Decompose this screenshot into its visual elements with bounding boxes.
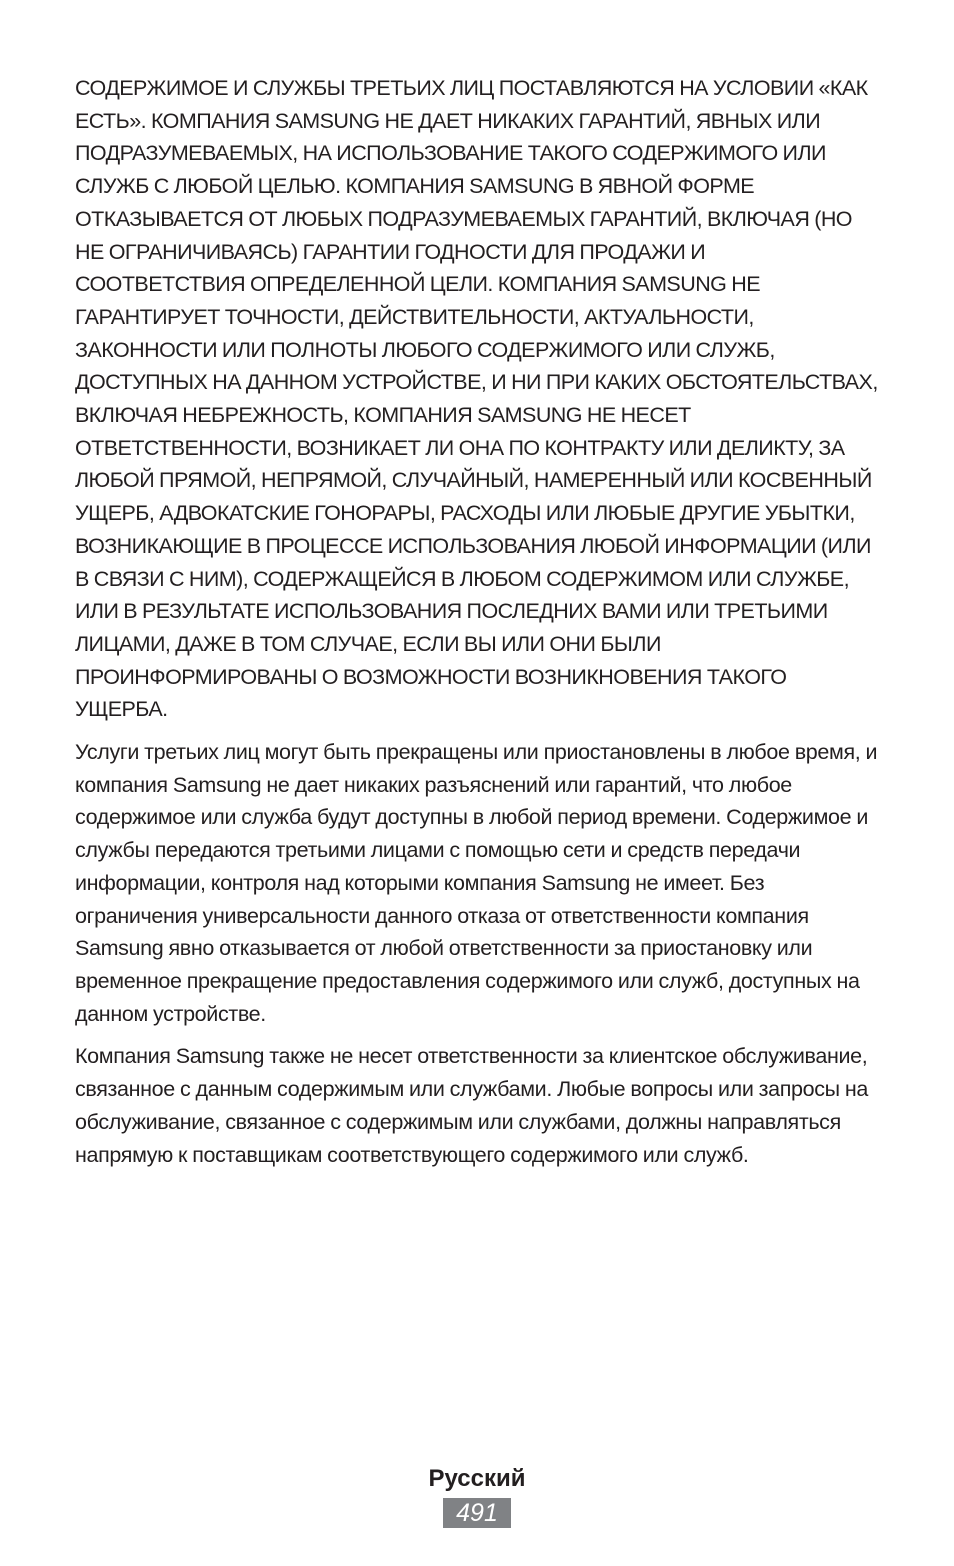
page-footer	[0, 1462, 954, 1528]
footer-language-label: Русский	[428, 1465, 526, 1492]
page-number-badge: 491	[443, 1498, 511, 1528]
disclaimer-paragraph-availability: Услуги третьих лиц могут быть прекращены или приостановлены в любое время, и компания Samsung не дает никаких разъяснений или гарантий, что любое содержимое или служба будут доступны в любой период времени. Содержимое и службы передаются третьими лицами с помощью сети и средств передачи информации, контроля над которыми компания Samsung не имеет. Без ограничения универсальности данного отказа от ответственности компания Samsung явно отказывается от любой ответственности за приостановку или временное прекращение предоставления содержимого или служб, доступных на данном устройстве.	[75, 740, 878, 1026]
disclaimer-paragraph-caps: СОДЕРЖИМОЕ И СЛУЖБЫ ТРЕТЬИХ ЛИЦ ПОСТАВЛЯЮТСЯ НА УСЛОВИИ «КАК ЕСТЬ». КОМПАНИЯ SAMSUNG НЕ ДАЕТ НИКАКИХ ГАРАНТИЙ, ЯВНЫХ ИЛИ ПОДРАЗУМЕВАЕМЫХ, НА ИСПОЛЬЗОВАНИЕ ТАКОГО СОДЕРЖИМОГО ИЛИ СЛУЖБ С ЛЮБОЙ ЦЕЛЬЮ. КОМПАНИЯ SAMSUNG В ЯВНОЙ ФОРМЕ ОТКАЗЫВАЕТСЯ ОТ ЛЮБЫХ ПОДРАЗУМЕВАЕМЫХ ГАРАНТИЙ, ВКЛЮЧАЯ (НО НЕ ОГРАНИЧИВАЯСЬ) ГАРАНТИИ ГОДНОСТИ ДЛЯ ПРОДАЖИ И СООТВЕТСТВИЯ ОПРЕДЕЛЕННОЙ ЦЕЛИ. КОМПАНИЯ SAMSUNG НЕ ГАРАНТИРУЕТ ТОЧНОСТИ, ДЕЙСТВИТЕЛЬНОСТИ, АКТУАЛЬНОСТИ, ЗАКОННОСТИ ИЛИ ПОЛНОТЫ ЛЮБОГО СОДЕРЖИМОГО ИЛИ СЛУЖБ, ДОСТУПНЫХ НА ДАННОМ УСТРОЙСТВЕ, И НИ ПРИ КАКИХ ОБСТОЯТЕЛЬСТВАХ, ВКЛЮЧАЯ НЕБРЕЖНОСТЬ, КОМПАНИЯ SAMSUNG НЕ НЕСЕТ ОТВЕТСТВЕННОСТИ, ВОЗНИКАЕТ ЛИ ОНА ПО КОНТРАКТУ ИЛИ ДЕЛИКТУ, ЗА ЛЮБОЙ ПРЯМОЙ, НЕПРЯМОЙ, СЛУЧАЙНЫЙ, НАМЕРЕННЫЙ ИЛИ КОСВЕННЫЙ УЩЕРБ, АДВОКАТСКИЕ ГОНОРАРЫ, РАСХОДЫ ИЛИ ЛЮБЫЕ ДРУГИЕ УБЫТКИ, ВОЗНИКАЮЩИЕ В ПРОЦЕССЕ ИСПОЛЬЗОВАНИЯ ЛЮБОЙ ИНФОРМАЦИИ (ИЛИ В СВЯЗИ С НИМ), СОДЕРЖАЩЕЙСЯ В ЛЮБОМ СОДЕРЖИМОМ ИЛИ СЛУЖБЕ, ИЛИ В РЕЗУЛЬТАТЕ ИСПОЛЬЗОВАНИЯ ПОСЛЕДНИХ ВАМИ ИЛИ ТРЕТЬИМИ ЛИЦАМИ, ДАЖЕ В ТОМ СЛУЧАЕ, ЕСЛИ ВЫ ИЛИ ОНИ БЫЛИ ПРОИНФОРМИРОВАНЫ О ВОЗМОЖНОСТИ ВОЗНИКНОВЕНИЯ ТАКОГО УЩЕРБА.	[75, 76, 878, 722]
disclaimer-paragraph-support: Компания Samsung также не несет ответственности за клиентское обслуживание, связанное с данным содержимым или службами. Любые вопросы или запросы на обслуживание, связанное с содержимым или службами, должны направляться напрямую к поставщикам соответствующего содержимого или служб.	[75, 1044, 869, 1167]
document-body	[75, 72, 880, 1181]
